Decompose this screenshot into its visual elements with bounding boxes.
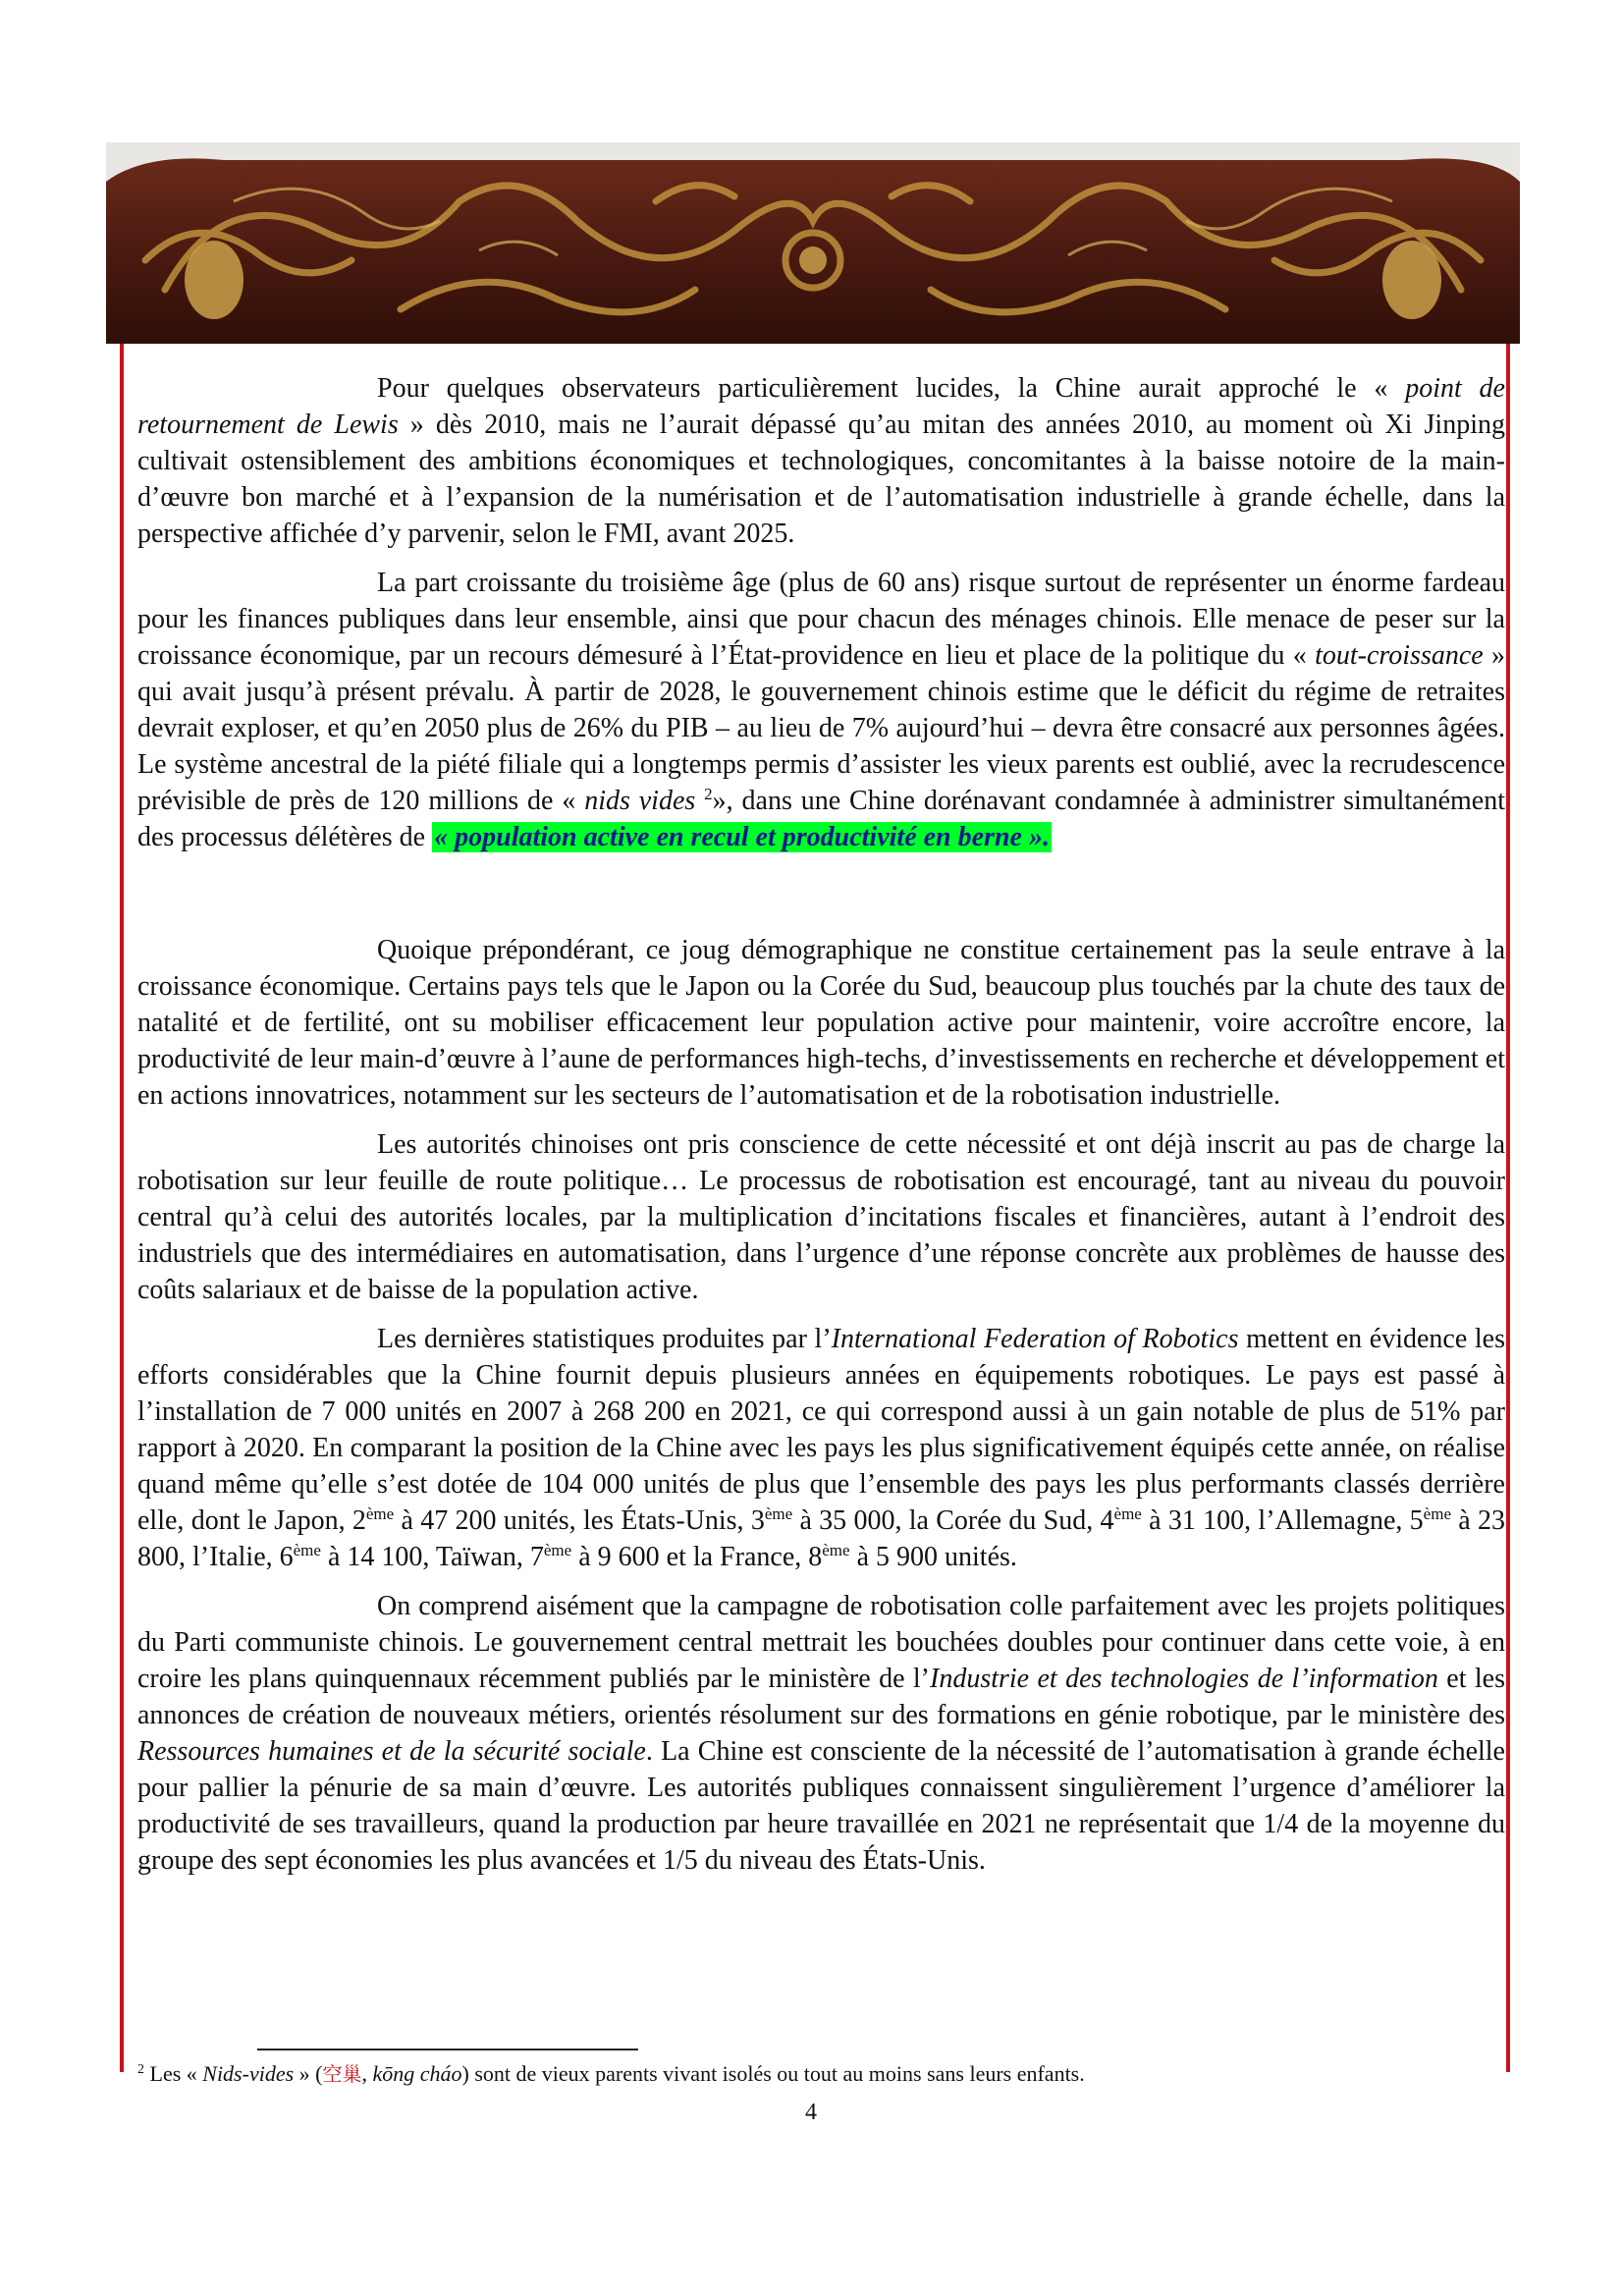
paragraph-5: Les dernières statistiques produites par l’International Federation of Robotics mettent en évidence les efforts considérables que la Chine fournit depuis plusieurs années en équipements robotiques. Le pays est passé à l’installation de 7 000 unités en 2007 à 268 200 en 2021, ce qui correspond aussi à un gain notable de plus de 51% par rapport à 2020. En comparant la position de la Chine avec les pays les plus significativement équipés cette année, on réalise quand même qu’elle s’est dotée de 104 000 unités de plus que l’ensemble des pays les plus performants classés derrière elle, dont le Japon, 2ème à 47 200 unités, les États-Unis, 3ème à 35 000, la Corée du Sud, 4ème à 31 100, l’Allemagne, 5ème à 23 800, l’Italie, 6ème à 14 100, Taïwan, 7ème à 9 600 et la France, 8ème à 5 900 unités.	[137, 1324, 1506, 1572]
paragraph-2: La part croissante du troisième âge (plus de 60 ans) risque surtout de représenter un énorme fardeau pour les finances publiques dans leur ensemble, ainsi que pour chacun des ménages chinois. Elle menace de peser sur la croissance économique, par un recours démesuré à l’État-providence en lieu et place de la politique du « tout-croissance » qui avait jusqu’à présent prévalu. À partir de 2028, le gouvernement chinois estime que le déficit du régime de retraites devrait exploser, et qu’en 2050 plus de 26% du PIB – au lieu de 7% aujourd’hui – devra être consacré aux personnes âgées. Le système ancestral de la piété filiale qui a longtemps permis d’assister les vieux parents est oublié, avec la recrudescence prévisible de près de 120 millions de « nids vides $^2$», dans une Chine dorénavant condamnée à administrer simultanément des processus délétères de « population active en recul et productivité en berne ».	[137, 568, 1506, 852]
footnote-separator	[257, 2049, 638, 2050]
carved-wood-phoenix-icon	[106, 142, 1520, 344]
paragraph-4: Les autorités chinoises ont pris conscience de cette nécessité et ont déjà inscrit au pas de charge la robotisation sur leur feuille de route politique… Le processus de robotisation est encouragé, tant au niveau du pouvoir central qu’à celui des autorités locales, par la multiplication d’incitations fiscales et financières, autant à l’endroit des industriels que des intermédiaires en automatisation, dans l’urgence d’une réponse concrète aux problèmes de hausse des coûts salariaux et de baisse de la population active.	[137, 1129, 1505, 1305]
right-red-rule	[1506, 344, 1510, 2072]
left-red-rule	[120, 344, 124, 2072]
paragraph-3: Quoique prépondérant, ce joug démographique ne constitue certainement pas la seule entrave à la croissance économique. Certains pays tels que le Japon ou la Corée du Sud, beaucoup plus touchés par la chute des taux de natalité et de fertilité, ont su mobiliser efficacement leur population active pour maintenir, voire accroître encore, la productivité de leur main-d’œuvre à l’aune de performances high-techs, d’investissements en recherche et développement et en actions innovatrices, notamment sur les secteurs de l’automatisation et de la robotisation industrielle.	[137, 935, 1505, 1111]
footnote: $^2$ Les « Nids-vides » (空巢, kōng cháo) sont de vieux parents vivant isolés ou tout au moins sans leurs enfants.	[137, 2061, 1085, 2086]
carved-wood-banner-image	[106, 142, 1520, 344]
paragraph-1: Pour quelques observateurs particulièrement lucides, la Chine aurait approché le « point de retournement de Lewis » dès 2010, mais ne l’aurait dépassé qu’au mitan des années 2010, au moment où Xi Jinping cultivait ostensiblement des ambitions économiques et technologiques, concomitantes à la baisse notoire de la main-d’œuvre bon marché et à l’expansion de la numérisation et de l’automatisation industrielle à grande échelle, dans la perspective affichée d’y parvenir, selon le FMI, avant 2025.	[137, 373, 1505, 549]
hanzi-term: 空巢	[322, 2062, 362, 2086]
paragraph-6: On comprend aisément que la campagne de robotisation colle parfaitement avec les projets politiques du Parti communiste chinois. Le gouvernement central mettrait les bouchées doubles pour continuer dans cette voie, à en croire les plans quinquennaux récemment publiés par le ministère de l’Industrie et des technologies de l’information et les annonces de création de nouveaux métiers, orientés résolument sur des formations en génie robotique, par le ministère des Ressources humaines et de la sécurité sociale. La Chine est consciente de la nécessité de l’automatisation à grande échelle pour pallier la pénurie de sa main d’œuvre. Les autorités publiques connaissent singulièrement l’urgence d’améliorer la productivité de ses travailleurs, quand la production par heure travaillée en 2021 ne représentait que 1/4 de la moyenne du groupe des sept économies les plus avancées et 1/5 du niveau des États-Unis.	[137, 1591, 1505, 1876]
footnote-reference: 2	[704, 785, 713, 803]
page-number: 4	[805, 2100, 817, 2125]
body-text	[137, 370, 1505, 1891]
highlighted-phrase: « population active en recul et productivité en berne ».	[434, 822, 1050, 852]
